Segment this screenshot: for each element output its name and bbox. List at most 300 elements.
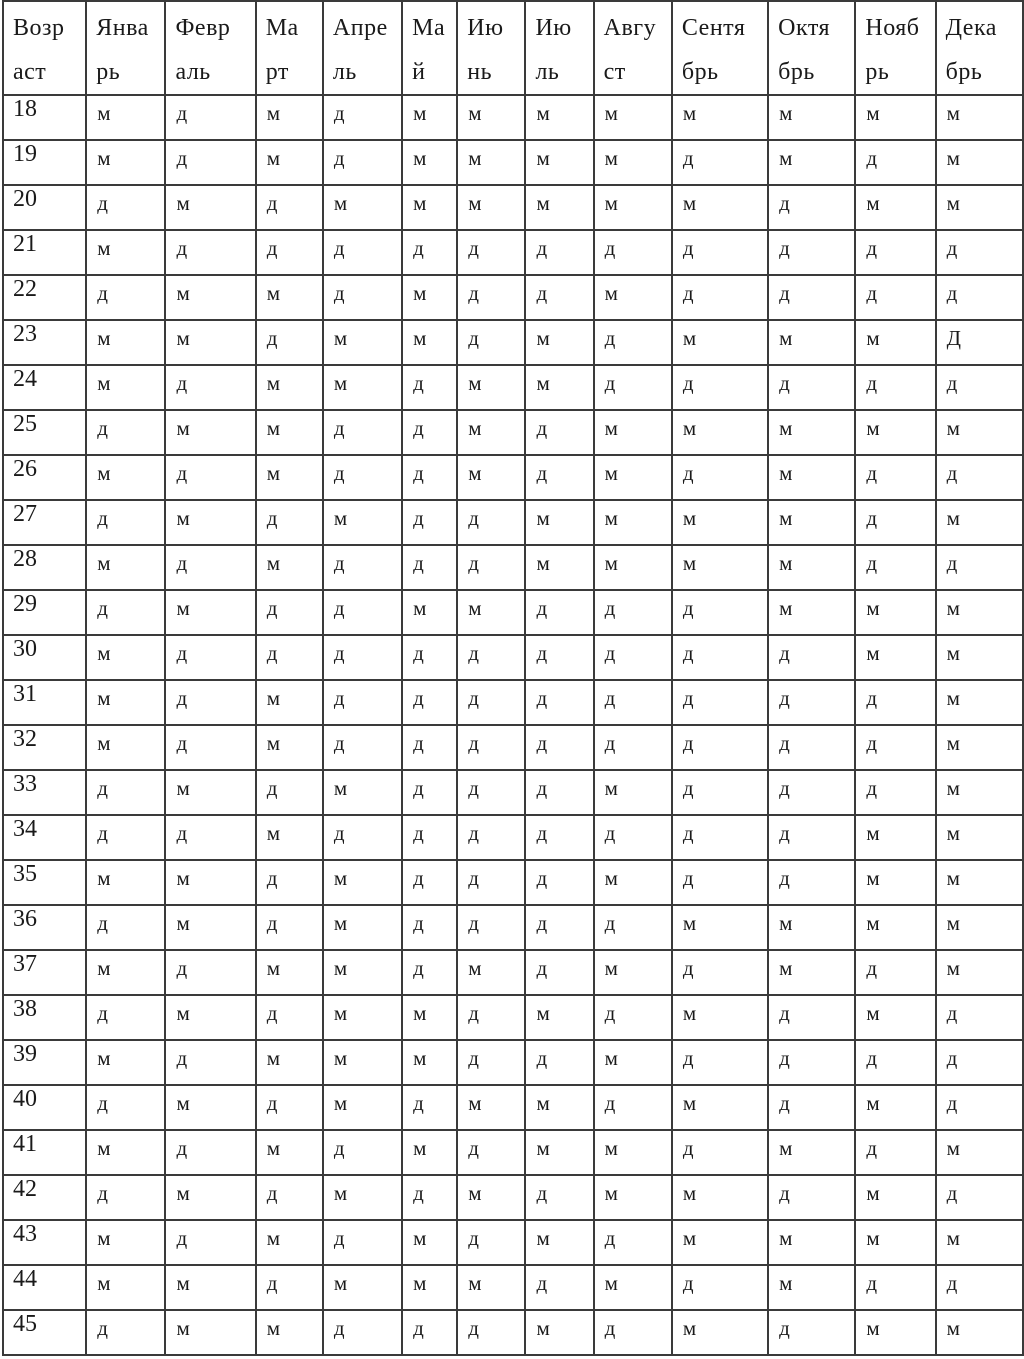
gender-value: м	[779, 911, 793, 935]
gender-cell	[855, 410, 935, 455]
gender-cell	[525, 905, 593, 950]
gender-cell	[525, 1040, 593, 1085]
gender-value: м	[333, 371, 348, 395]
table-row	[3, 635, 1023, 680]
gender-value: д	[682, 461, 694, 485]
gender-cell	[457, 545, 525, 590]
gender-cell	[256, 140, 323, 185]
gender-cell	[768, 275, 855, 320]
gender-value: д	[536, 461, 548, 485]
gender-value: м	[266, 281, 280, 305]
gender-cell	[86, 950, 165, 995]
gender-cell	[457, 1175, 525, 1220]
gender-value: м	[266, 1226, 280, 1250]
gender-value: д	[413, 371, 424, 395]
gender-value: д	[682, 1136, 694, 1160]
age-value: 44	[13, 1266, 37, 1292]
gender-cell	[323, 1085, 402, 1130]
gender-value: м	[536, 1226, 550, 1250]
gender-cell	[86, 1265, 165, 1310]
gender-cell	[768, 1265, 855, 1310]
gender-value: д	[779, 371, 790, 395]
gender-value: д	[333, 686, 345, 710]
gender-value: д	[413, 506, 424, 530]
gender-value: д	[333, 416, 345, 440]
gender-value: д	[468, 731, 479, 755]
gender-cell	[594, 635, 672, 680]
column-header-text: рь	[96, 59, 121, 85]
gender-value: м	[779, 506, 793, 530]
gender-value: д	[682, 641, 694, 665]
gender-value: д	[468, 506, 479, 530]
gender-value: д	[682, 731, 694, 755]
gender-cell	[525, 1085, 593, 1130]
gender-cell	[768, 95, 855, 140]
gender-cell	[323, 275, 402, 320]
gender-cell	[256, 995, 323, 1040]
gender-value: д	[536, 281, 548, 305]
gender-value: д	[866, 956, 878, 980]
gender-value: м	[97, 1046, 111, 1070]
gender-cell	[594, 1130, 672, 1175]
gender-cell	[525, 320, 593, 365]
gender-value: м	[176, 911, 190, 935]
gender-value: д	[779, 641, 790, 665]
gender-value: м	[536, 191, 550, 215]
gender-cell	[165, 1130, 255, 1175]
age-value: 42	[13, 1176, 37, 1202]
gender-value: м	[97, 101, 111, 125]
gender-value: д	[176, 551, 188, 575]
gender-value: д	[333, 641, 345, 665]
gender-cell	[402, 635, 457, 680]
gender-cell	[594, 680, 672, 725]
gender-value: м	[946, 821, 960, 845]
gender-cell	[594, 860, 672, 905]
gender-cell	[672, 950, 768, 995]
gender-value: д	[604, 686, 616, 710]
gender-value: д	[604, 1226, 616, 1250]
gender-value: м	[97, 1226, 111, 1250]
gender-cell	[768, 725, 855, 770]
gender-value: м	[333, 1181, 348, 1205]
column-header-text: брь	[778, 59, 815, 85]
table-row	[3, 1220, 1023, 1265]
gender-value: м	[176, 506, 190, 530]
gender-value: д	[946, 1091, 958, 1115]
gender-value: д	[604, 641, 616, 665]
gender-value: м	[266, 731, 280, 755]
gender-value: м	[604, 461, 618, 485]
gender-cell	[323, 545, 402, 590]
gender-cell	[936, 1085, 1023, 1130]
gender-cell	[256, 185, 323, 230]
gender-value: д	[682, 1046, 694, 1070]
table-row	[3, 680, 1023, 725]
gender-value: м	[946, 596, 960, 620]
gender-cell	[86, 815, 165, 860]
gender-value: м	[779, 956, 793, 980]
gender-cell	[256, 500, 323, 545]
gender-cell	[594, 500, 672, 545]
gender-cell	[457, 1085, 525, 1130]
gender-value: д	[97, 911, 108, 935]
column-header-text: ль	[332, 59, 357, 85]
gender-value: д	[266, 236, 278, 260]
gender-value: м	[604, 416, 618, 440]
gender-value: м	[779, 1226, 793, 1250]
gender-cell	[256, 725, 323, 770]
gender-value: д	[604, 371, 616, 395]
age-value: 19	[13, 141, 37, 167]
gender-value: д	[604, 731, 616, 755]
column-header-text: Авгу	[603, 15, 657, 41]
gender-cell	[256, 770, 323, 815]
gender-value: м	[413, 146, 427, 170]
gender-value: м	[97, 641, 111, 665]
age-value: 23	[13, 321, 37, 347]
age-value: 35	[13, 861, 37, 887]
gender-value: м	[604, 866, 618, 890]
gender-cell	[594, 1220, 672, 1265]
gender-cell	[672, 1265, 768, 1310]
gender-cell	[594, 905, 672, 950]
age-value: 37	[13, 951, 37, 977]
gender-cell	[936, 1220, 1023, 1265]
gender-value: д	[176, 731, 188, 755]
gender-cell	[594, 320, 672, 365]
gender-value: м	[604, 551, 618, 575]
gender-cell	[86, 1175, 165, 1220]
gender-cell	[768, 545, 855, 590]
gender-value: д	[536, 911, 548, 935]
table-row	[3, 185, 1023, 230]
gender-value: м	[779, 461, 793, 485]
gender-value: д	[682, 596, 694, 620]
gender-value: м	[97, 686, 111, 710]
gender-value: д	[866, 731, 878, 755]
gender-cell	[525, 635, 593, 680]
gender-cell	[402, 770, 457, 815]
gender-cell	[768, 1040, 855, 1085]
gender-value: м	[266, 101, 280, 125]
gender-cell	[323, 95, 402, 140]
age-cell	[3, 275, 86, 320]
gender-value: д	[176, 956, 188, 980]
gender-value: д	[176, 1136, 188, 1160]
gender-value: м	[604, 1136, 618, 1160]
gender-cell	[594, 455, 672, 500]
gender-cell	[256, 635, 323, 680]
gender-cell	[936, 320, 1023, 365]
table-row	[3, 545, 1023, 590]
gender-value: м	[536, 326, 550, 350]
gender-value: м	[779, 146, 793, 170]
gender-value: д	[97, 1091, 108, 1115]
gender-value: д	[946, 1001, 958, 1025]
table-row	[3, 455, 1023, 500]
gender-cell	[402, 725, 457, 770]
column-header-july	[525, 1, 593, 95]
gender-cell	[768, 1130, 855, 1175]
gender-value: д	[946, 461, 958, 485]
gender-value: д	[866, 281, 878, 305]
gender-cell	[457, 995, 525, 1040]
gender-cell	[936, 1175, 1023, 1220]
age-value: 28	[13, 546, 37, 572]
gender-value: м	[946, 956, 960, 980]
table-row	[3, 995, 1023, 1040]
gender-cell	[768, 455, 855, 500]
gender-value: м	[413, 1271, 427, 1295]
age-value: 26	[13, 456, 37, 482]
gender-cell	[936, 635, 1023, 680]
gender-cell	[855, 635, 935, 680]
gender-cell	[936, 410, 1023, 455]
gender-cell	[323, 725, 402, 770]
gender-value: д	[468, 641, 479, 665]
gender-value: д	[682, 776, 694, 800]
gender-value: д	[536, 686, 548, 710]
gender-cell	[323, 590, 402, 635]
gender-cell	[672, 365, 768, 410]
table-body	[3, 95, 1023, 1355]
gender-value: м	[866, 326, 880, 350]
gender-value: д	[866, 1271, 878, 1295]
gender-value: д	[176, 641, 188, 665]
gender-value: м	[946, 1136, 960, 1160]
gender-value: д	[604, 236, 616, 260]
column-header-text: брь	[681, 59, 719, 85]
gender-value: м	[866, 911, 880, 935]
age-cell	[3, 1085, 86, 1130]
column-header-text: Нояб	[865, 15, 920, 41]
gender-cell	[457, 905, 525, 950]
gender-cell	[768, 320, 855, 365]
gender-cell	[594, 545, 672, 590]
gender-cell	[256, 320, 323, 365]
gender-value: м	[779, 101, 793, 125]
gender-value: м	[176, 1316, 190, 1340]
age-value: 30	[13, 636, 37, 662]
gender-cell	[402, 230, 457, 275]
age-value: 25	[13, 411, 37, 437]
gender-value: д	[468, 821, 479, 845]
gender-cell	[672, 320, 768, 365]
gender-value: м	[946, 866, 960, 890]
gender-value: д	[779, 1046, 790, 1070]
gender-cell	[525, 185, 593, 230]
gender-value: м	[682, 1181, 697, 1205]
gender-cell	[256, 860, 323, 905]
gender-cell	[936, 590, 1023, 635]
gender-cell	[323, 815, 402, 860]
gender-cell	[323, 455, 402, 500]
gender-cell	[402, 1085, 457, 1130]
column-header-text: Сентя	[681, 15, 746, 41]
gender-value: д	[333, 461, 345, 485]
gender-cell	[323, 1040, 402, 1085]
gender-cell	[855, 590, 935, 635]
gender-cell	[402, 1220, 457, 1265]
gender-value: д	[604, 1001, 616, 1025]
age-cell	[3, 950, 86, 995]
gender-cell	[323, 635, 402, 680]
gender-value: д	[176, 236, 188, 260]
column-header-text: брь	[945, 59, 983, 85]
gender-value: м	[468, 596, 482, 620]
gender-value: д	[779, 1091, 790, 1115]
age-cell	[3, 905, 86, 950]
gender-value: м	[536, 1316, 550, 1340]
gender-cell	[165, 725, 255, 770]
gender-value: д	[176, 371, 188, 395]
gender-value: м	[866, 101, 880, 125]
gender-value: д	[536, 731, 548, 755]
gender-value: м	[97, 551, 111, 575]
gender-cell	[672, 230, 768, 275]
gender-value: д	[333, 1226, 345, 1250]
gender-cell	[402, 545, 457, 590]
gender-cell	[768, 635, 855, 680]
gender-value: м	[266, 416, 280, 440]
gender-cell	[855, 230, 935, 275]
gender-value: м	[946, 776, 960, 800]
gender-cell	[165, 140, 255, 185]
gender-cell	[86, 545, 165, 590]
gender-value: м	[468, 956, 482, 980]
gender-value: д	[536, 956, 548, 980]
gender-cell	[457, 815, 525, 860]
gender-value: м	[176, 1001, 190, 1025]
gender-cell	[525, 95, 593, 140]
gender-cell	[457, 950, 525, 995]
gender-value: д	[604, 821, 616, 845]
gender-value: м	[97, 326, 111, 350]
gender-cell	[457, 320, 525, 365]
gender-cell	[256, 365, 323, 410]
gender-value: м	[682, 191, 697, 215]
gender-value: м	[333, 1046, 348, 1070]
gender-cell	[768, 770, 855, 815]
gender-cell	[457, 140, 525, 185]
gender-value: м	[946, 1226, 960, 1250]
gender-value: д	[97, 1316, 108, 1340]
gender-value: д	[97, 596, 108, 620]
gender-value: д	[779, 821, 790, 845]
column-header-text: Ию	[467, 15, 504, 41]
gender-cell	[936, 500, 1023, 545]
gender-value: д	[333, 596, 345, 620]
gender-cell	[323, 185, 402, 230]
table-row	[3, 230, 1023, 275]
gender-value: м	[946, 686, 960, 710]
age-cell	[3, 410, 86, 455]
gender-value: м	[97, 1136, 111, 1160]
gender-cell	[165, 1220, 255, 1265]
gender-cell	[165, 815, 255, 860]
gender-cell	[457, 1220, 525, 1265]
gender-cell	[672, 185, 768, 230]
gender-cell	[323, 950, 402, 995]
gender-cell	[855, 680, 935, 725]
gender-value: д	[413, 1316, 424, 1340]
gender-cell	[525, 455, 593, 500]
gender-cell	[855, 140, 935, 185]
gender-cell	[594, 995, 672, 1040]
age-cell	[3, 185, 86, 230]
gender-cell	[936, 1265, 1023, 1310]
gender-cell	[457, 185, 525, 230]
gender-value: м	[468, 146, 482, 170]
gender-cell	[936, 815, 1023, 860]
gender-cell	[256, 230, 323, 275]
gender-cell	[323, 230, 402, 275]
age-cell	[3, 1130, 86, 1175]
gender-value: м	[682, 506, 697, 530]
gender-cell	[165, 545, 255, 590]
table-row	[3, 365, 1023, 410]
gender-value: м	[866, 1226, 880, 1250]
gender-value: м	[682, 1091, 697, 1115]
gender-cell	[86, 1085, 165, 1130]
gender-value: д	[333, 281, 345, 305]
gender-cell	[672, 770, 768, 815]
gender-cell	[855, 1265, 935, 1310]
gender-value: м	[468, 371, 482, 395]
gender-value: д	[176, 146, 188, 170]
gender-cell	[165, 995, 255, 1040]
gender-cell	[86, 1040, 165, 1085]
table-row	[3, 905, 1023, 950]
gender-cell	[936, 230, 1023, 275]
gender-cell	[855, 1085, 935, 1130]
gender-value: д	[266, 1001, 278, 1025]
gender-value: д	[468, 776, 479, 800]
gender-cell	[855, 905, 935, 950]
gender-value: д	[413, 911, 424, 935]
gender-cell	[672, 95, 768, 140]
gender-value: м	[97, 1271, 111, 1295]
gender-value: д	[176, 1046, 188, 1070]
gender-cell	[457, 410, 525, 455]
gender-cell	[855, 1175, 935, 1220]
gender-cell	[256, 950, 323, 995]
gender-value: м	[604, 776, 618, 800]
gender-value: м	[946, 146, 960, 170]
gender-value: д	[536, 776, 548, 800]
gender-value: д	[866, 506, 878, 530]
gender-value: д	[536, 236, 548, 260]
gender-value: м	[468, 1091, 482, 1115]
gender-cell	[525, 860, 593, 905]
gender-value: м	[468, 191, 482, 215]
gender-cell	[525, 950, 593, 995]
column-header-june	[457, 1, 525, 95]
gender-cell	[855, 185, 935, 230]
age-value: 27	[13, 501, 37, 527]
gender-cell	[256, 1220, 323, 1265]
gender-cell	[165, 365, 255, 410]
gender-value: м	[333, 1001, 348, 1025]
gender-value: м	[468, 1271, 482, 1295]
gender-cell	[855, 275, 935, 320]
gender-cell	[86, 1220, 165, 1265]
gender-cell	[672, 1175, 768, 1220]
gender-value: м	[333, 776, 348, 800]
gender-cell	[594, 275, 672, 320]
gender-value: м	[866, 866, 880, 890]
